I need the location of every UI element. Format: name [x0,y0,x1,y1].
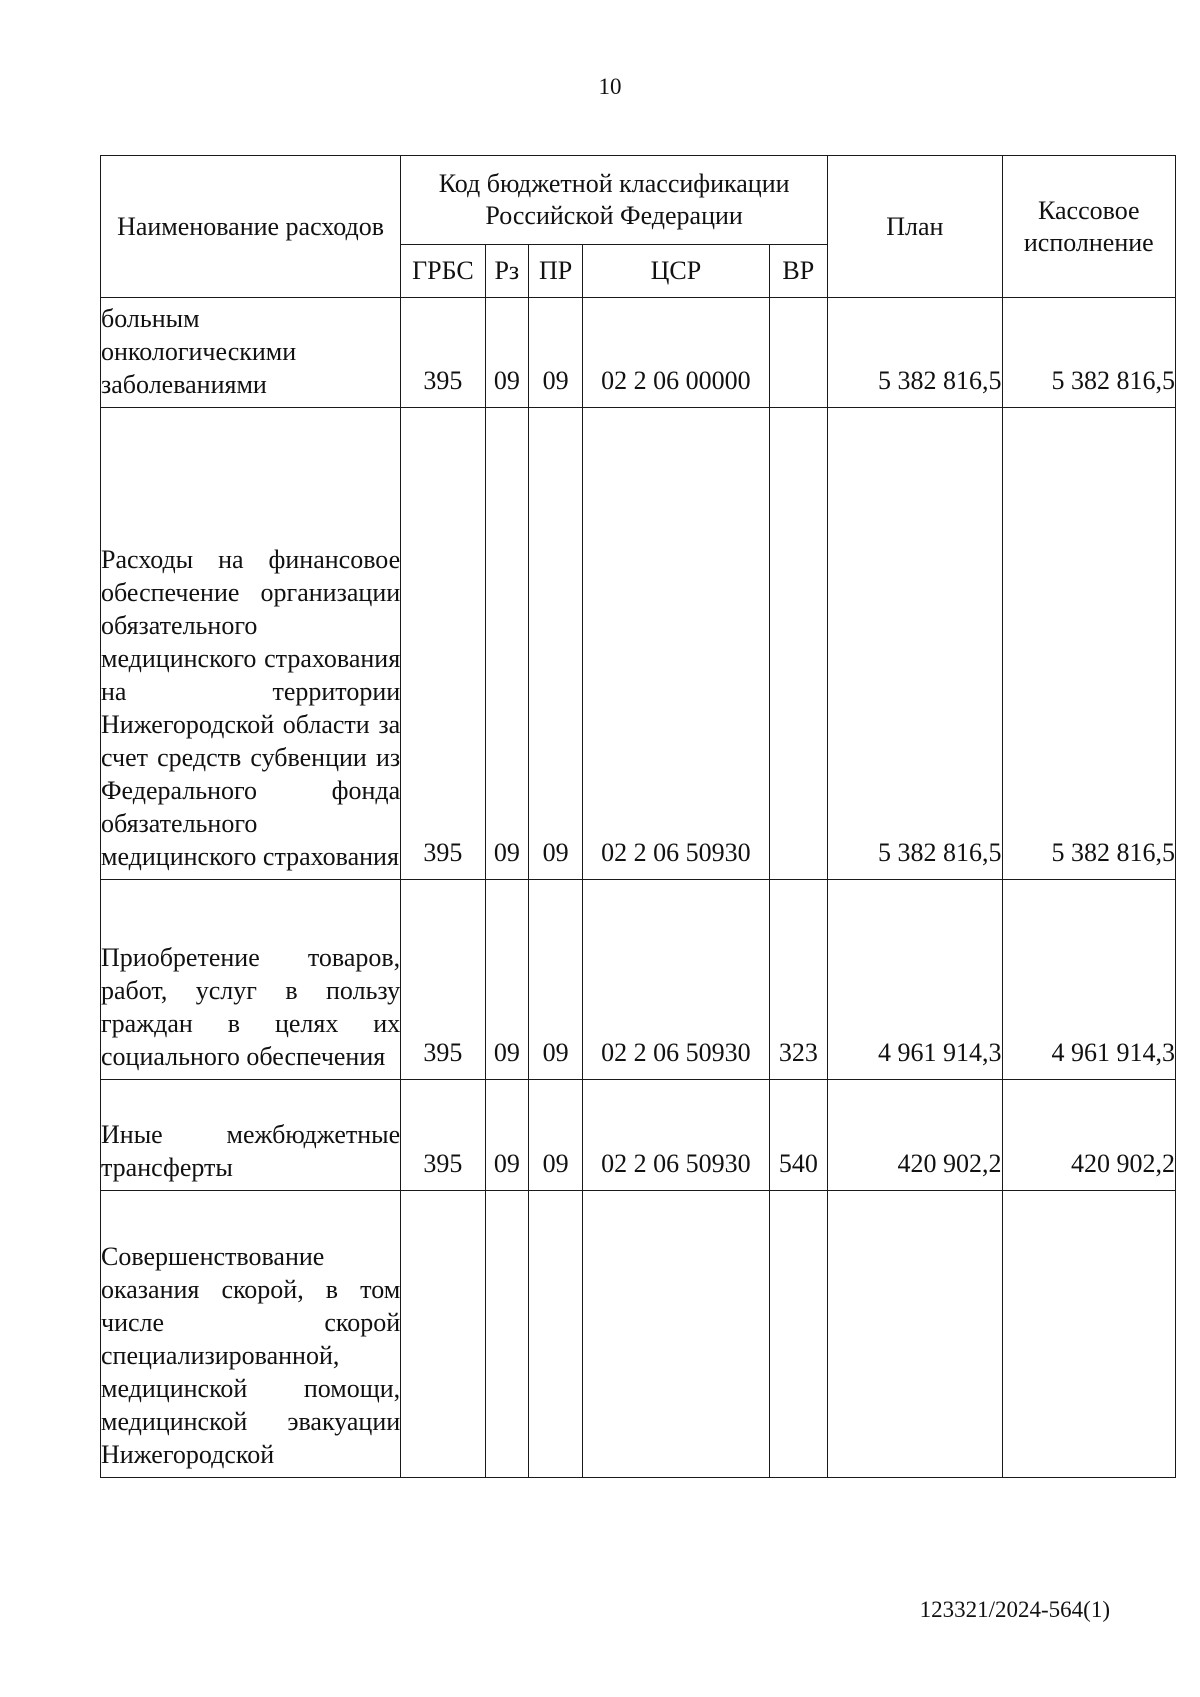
table-row [101,408,1176,880]
table-row [101,880,1176,1080]
page-number: 10 [598,74,622,99]
expense-name: Иные межбюджетные трансферты [101,1120,401,1182]
csr-cell: 02 2 06 50930 [583,1080,769,1191]
expense-name-cell [101,1080,401,1191]
expense-name-cell [101,880,401,1080]
cash-execution-cell [1002,1191,1175,1478]
budget-expenses-table [100,155,1176,1478]
cash-execution-cell: 5 382 816,5 [1002,298,1175,408]
vr-cell: 323 [769,880,828,1080]
grbs-cell: 395 [401,408,486,880]
cash-execution-cell: 4 961 914,3 [1002,880,1175,1080]
rz-cell: 09 [485,408,528,880]
pr-cell [529,1191,583,1478]
expense-name: Приобретение товаров, работ, услуг в пользу граждан в целях их социального обеспечения [101,943,401,1071]
pr-cell: 09 [529,298,583,408]
pr-cell: 09 [529,1080,583,1191]
plan-cell: 420 902,2 [828,1080,1002,1191]
header-budget-classification-code: Код бюджетной классификации Российской Федерации [401,156,828,245]
expense-name-cell [101,298,401,408]
rz-cell [485,1191,528,1478]
plan-cell: 5 382 816,5 [828,408,1002,880]
header-plan: План [828,156,1002,298]
header-cash-execution: Кассовое исполнение [1002,156,1175,298]
cash-execution-cell: 5 382 816,5 [1002,408,1175,880]
rz-cell: 09 [485,298,528,408]
csr-cell: 02 2 06 50930 [583,408,769,880]
expense-name: Расходы на финансовое обеспечение организации обязательного медицинского страхования на территории Нижегородской области за счет средств субвенции из Федерального фонда обязательного медицинского страхования [101,545,401,871]
table-row [101,1191,1176,1478]
plan-cell: 4 961 914,3 [828,880,1002,1080]
csr-cell: 02 2 06 00000 [583,298,769,408]
header-csr: ЦСР [583,245,769,298]
header-grbs: ГРБС [401,245,486,298]
vr-cell [769,1191,828,1478]
grbs-cell [401,1191,486,1478]
grbs-cell: 395 [401,880,486,1080]
header-expense-name: Наименование расходов [101,156,401,298]
expense-name-cell [101,408,401,880]
expense-name: больным онкологическими заболеваниями [101,304,297,399]
grbs-cell: 395 [401,1080,486,1191]
table-row [101,1080,1176,1191]
header-pr: ПР [529,245,583,298]
plan-cell: 5 382 816,5 [828,298,1002,408]
expense-name: Совершенствование оказания скорой, в том числе скорой специализированной, медицинской помощи, медицинской эвакуации Нижегородской [101,1242,401,1469]
pr-cell: 09 [529,408,583,880]
table-row [101,298,1176,408]
vr-cell [769,298,828,408]
header-rz: Рз [485,245,528,298]
csr-cell: 02 2 06 50930 [583,880,769,1080]
header-vr: ВР [769,245,828,298]
cash-execution-cell: 420 902,2 [1002,1080,1175,1191]
expense-name-cell [101,1191,401,1478]
pr-cell: 09 [529,880,583,1080]
csr-cell [583,1191,769,1478]
vr-cell [769,408,828,880]
plan-cell [828,1191,1002,1478]
rz-cell: 09 [485,1080,528,1191]
rz-cell: 09 [485,880,528,1080]
grbs-cell: 395 [401,298,486,408]
document-registration-number: 123321/2024-564(1) [919,1597,1110,1622]
vr-cell: 540 [769,1080,828,1191]
